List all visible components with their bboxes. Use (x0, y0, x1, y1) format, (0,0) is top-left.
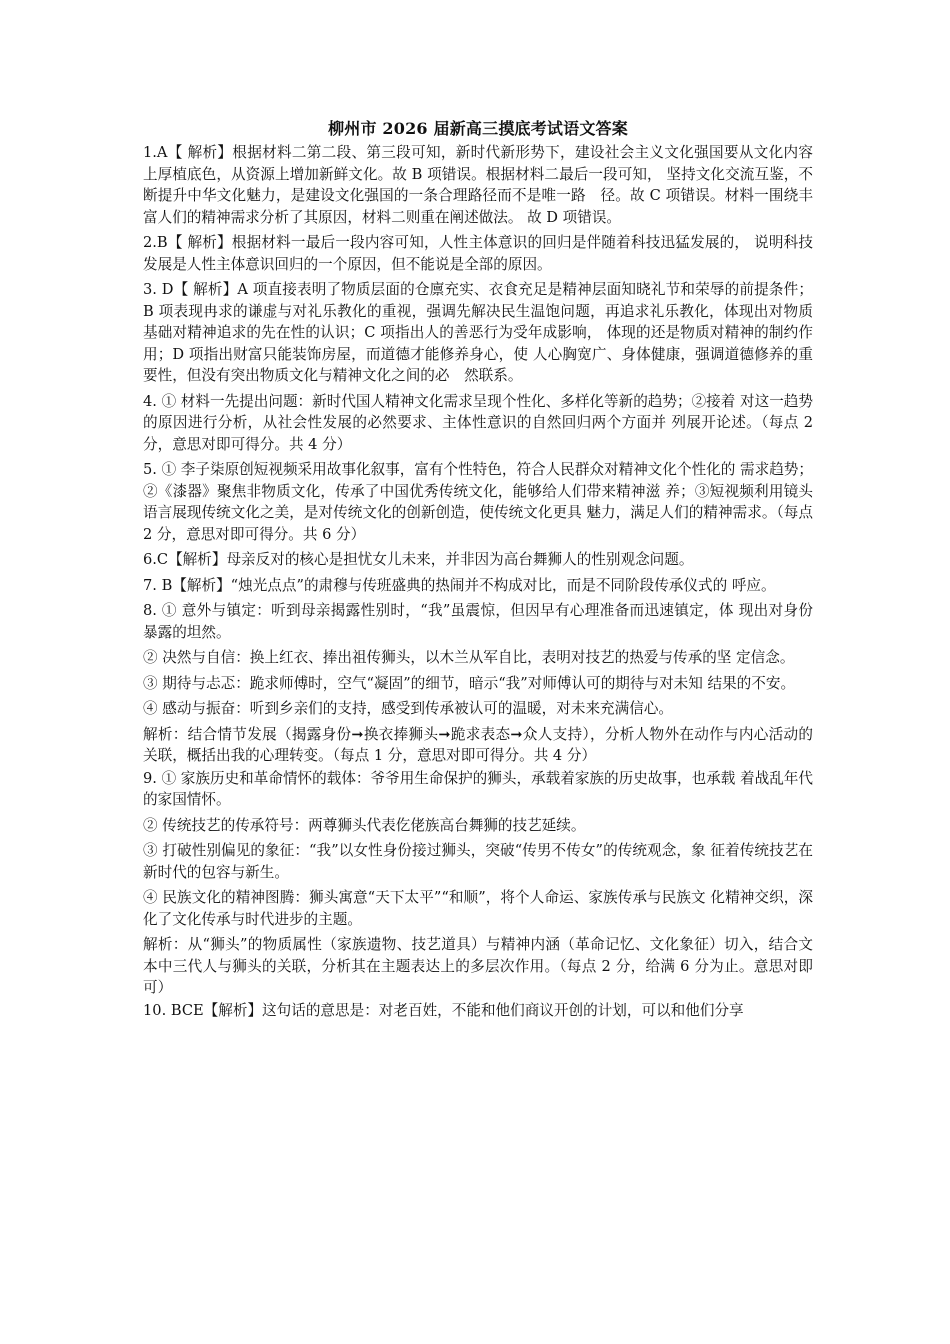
answer-6: 6.C【解析】母亲反对的核心是担忧女儿未来，并非因为高台舞狮人的性别观念问题。 (143, 551, 694, 568)
answer-9-point-1: 9. ① 家族历史和革命情怀的载体：爷爷用生命保护的狮头，承载着家族的历史故事，也承载 着战乱年代的家国情怀。 (143, 769, 813, 808)
answer-9-analysis: 解析：从“狮头”的物质属性（家族遗物、技艺道具）与精神内涵（革命记忆、文化象征）切入，结合文本中三代人与狮头的关联，分析其在主题表达上的多层次作用。（每点 2 分，给满 6 分为止。意思对即可） (143, 936, 813, 996)
answer-10: 10. BCE【解析】这句话的意思是：对老百姓，不能和他们商议开创的计划，可以和他们分享 (143, 1001, 744, 1019)
answer-9-point-4: ④ 民族文化的精神图腾：狮头寓意“天下太平”“和顺”，将个人命运、家族传承与民族文 化精神交织，深化了文化传承与时代进步的主题。 (143, 889, 813, 928)
answer-5: 5. ① 李子柒原创短视频采用故事化叙事，富有个性特色，符合人民群众对精神文化个性化的 需求趋势；②《漆器》聚焦非物质文化，传承了中国优秀传统文化，能够给人们带来精神滋 养；③短视频利用镜头语言展现传统文化之美，是对传统文化的创新创造，使传统文化更具 魅力，满足人们的精神需求。（每点 2 分，意思对即可得分。共 6 分） (143, 461, 813, 543)
answer-1: 1.A【 解析】根据材料二第二段、第三段可知，新时代新形势下，建设社会主义文化强国要从文化内容上厚植底色，从资源上增加新鲜文化。故 B 项错误。根据材料二最后一段可知， 坚持文化交流互鉴，不断提升中华文化魅力，是建设文化强国的一条合理路径而不是唯一路 径。故 C 项错误。材料一围绕丰富人们的精神需求分析了其原因，材料二则重在阐述做法。 故 D 项错误。 (143, 144, 813, 226)
answer-8-analysis: 解析：结合情节发展（揭露身份➞换衣捧狮头➞跪求表态➞众人支持），分析人物外在动作与内心活动的关联，概括出我的心理转变。（每点 1 分，意思对即可得分。共 4 分） (143, 725, 813, 764)
answer-4: 4. ① 材料一先提出问题：新时代国人精神文化需求呈现个性化、多样化等新的趋势；②接着 对这一趋势的原因进行分析，从社会性发展的必然要求、主体性意识的自然回归两个方面并 列展开论述。（每点 2 分，意思对即可得分。共 4 分） (143, 392, 813, 453)
answer-document (143, 118, 813, 1025)
answer-7: 7. B【解析】“烛光点点”的肃穆与传班盛典的热闹并不构成对比，而是不同阶段传承仪式的 呼应。 (143, 576, 776, 594)
answer-9-point-2: ② 传统技艺的传承符号：两尊狮头代表仡佬族高台舞狮的技艺延续。 (143, 816, 586, 834)
document-title: 柳州市 2026 届新高三摸底考试语文答案 (328, 119, 628, 138)
answer-8-point-2: ② 决然与自信：换上红衣、捧出祖传狮头，以木兰从军自比，表明对技艺的热爱与传承的坚 定信念。 (143, 649, 795, 666)
answer-3: 3. D【 解析】A 项直接表明了物质层面的仓廪充实、衣食充足是精神层面知晓礼节和荣辱的前提条件；B 项表现冉求的谦虚与对礼乐教化的重视，强调先解决民生温饱问题，再追求礼乐教化，体现出对物质基础对精神追求的先在性的认识；C 项指出人的善恶行为受年成影响， 体现的还是物质对精神的制约作用；D 项指出财富只能装饰房屋，而道德才能修养身心，使 人心胸宽广、身体健康，强调道德修养的重要性，但没有突出物质文化与精神文化之间的必 然联系。 (143, 281, 813, 384)
answer-2: 2.B【 解析】根据材料一最后一段内容可知，人性主体意识的回归是伴随着科技迅猛发展的， 说明科技发展是人性主体意识回归的一个原因，但不能说是全部的原因。 (143, 234, 813, 273)
answer-9-point-3: ③ 打破性别偏见的象征：“我”以女性身份接过狮头，突破“传男不传女”的传统观念，象 征着传统技艺在新时代的包容与新生。 (143, 842, 813, 881)
answer-8-point-4: ④ 感动与振奋：听到乡亲们的支持，感受到传承被认可的温暖，对未来充满信心。 (143, 700, 674, 717)
answer-8-point-1: 8. ① 意外与镇定：听到母亲揭露性别时，“我”虽震惊，但因早有心理准备而迅速镇定，体 现出对身份暴露的坦然。 (143, 602, 813, 641)
answer-8-point-3: ③ 期待与忐忑：跪求师傅时，空气“凝固”的细节，暗示“我”对师傅认可的期待与对未知 结果的不安。 (143, 674, 796, 692)
